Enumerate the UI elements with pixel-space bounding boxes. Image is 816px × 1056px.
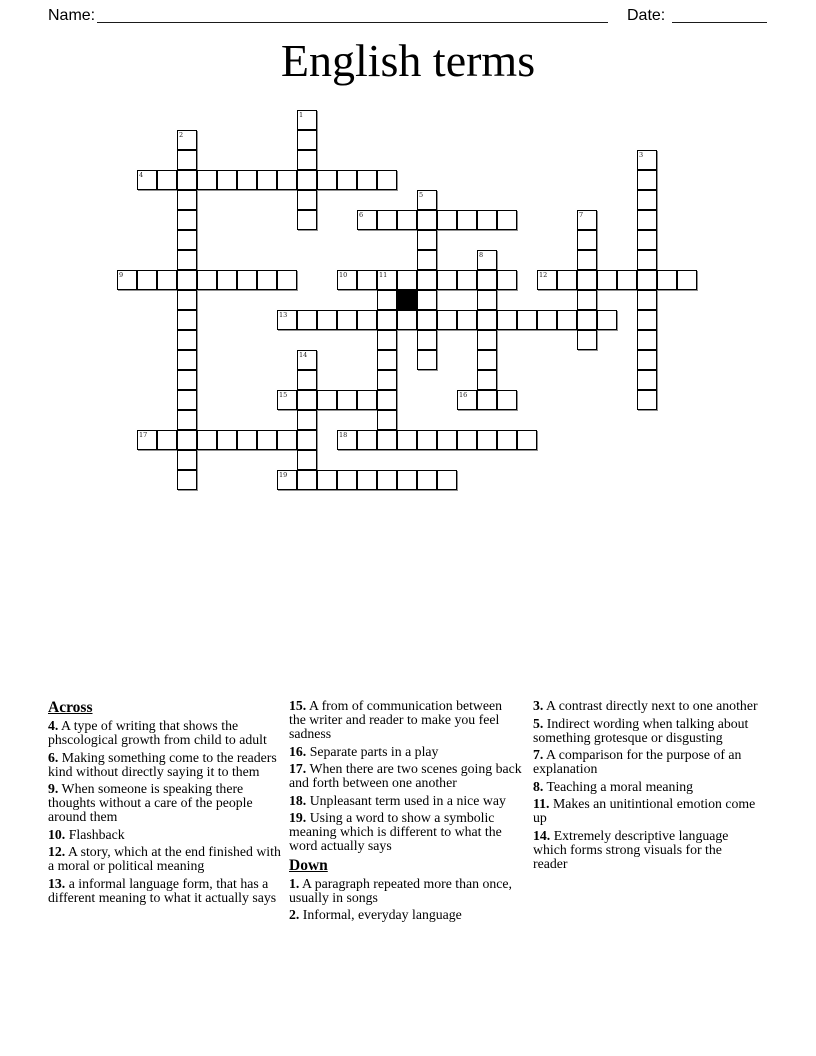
grid-cell[interactable] [477,290,497,310]
grid-cell[interactable] [477,250,497,270]
clue-item-14: 14. Extremely descriptive language which forms strong visuals for the reader [533,827,729,871]
clue-item-15: 15. A from of communication between the writer and reader to make you feel sadness [289,698,503,741]
grid-cell[interactable] [317,390,337,410]
date-label: Date: [627,7,666,24]
grid-cell[interactable] [637,250,657,270]
grid-cell[interactable] [297,470,317,490]
grid-cell[interactable] [377,410,397,430]
clue-number: 7. [533,747,544,762]
grid-cell[interactable] [517,310,537,330]
grid-cell[interactable] [417,270,437,290]
grid-cell[interactable] [397,470,417,490]
grid-cell[interactable] [457,430,477,450]
cell-number: 18 [339,431,348,439]
cell-number: 11 [379,271,388,279]
grid-cell[interactable] [277,310,297,330]
grid-cell[interactable] [457,210,477,230]
grid-cell[interactable] [657,270,677,290]
grid-cell[interactable] [257,170,277,190]
grid-cell[interactable] [297,310,317,330]
clue-item-1: 1. A paragraph repeated more than once, usually in songs [289,875,512,905]
grid-cell[interactable] [437,310,457,330]
grid-cell[interactable] [177,290,197,310]
grid-cell[interactable] [477,370,497,390]
grid-cell[interactable] [477,330,497,350]
grid-cell[interactable] [357,470,377,490]
grid-cell[interactable] [257,270,277,290]
grid-cell[interactable] [597,270,617,290]
grid-cell[interactable] [637,350,657,370]
grid-cell[interactable] [297,450,317,470]
grid-cell[interactable] [117,270,137,290]
grid-cell[interactable] [397,310,417,330]
grid-cell[interactable] [297,110,317,130]
grid-cell[interactable] [177,430,197,450]
cell-number: 4 [139,171,144,179]
grid-cell[interactable] [317,470,337,490]
grid-cell[interactable] [377,370,397,390]
grid-cell[interactable] [137,430,157,450]
clue-number: 2. [289,907,300,922]
grid-cell[interactable] [497,270,517,290]
grid-cell[interactable] [277,470,297,490]
grid-cell[interactable] [297,130,317,150]
cell-number: 2 [179,131,184,139]
grid-cell[interactable] [217,430,237,450]
clue-item-16: 16. Separate parts in a play [289,743,439,759]
grid-cell[interactable] [417,230,437,250]
date-blank-line[interactable] [672,7,767,23]
clue-item-3: 3. A contrast directly next to one another [533,698,758,713]
clue-number: 3. [533,698,544,713]
grid-cell[interactable] [337,470,357,490]
grid-cell[interactable] [577,270,597,290]
grid-cell[interactable] [637,290,657,310]
clue-number: 11. [533,796,550,811]
grid-cell[interactable] [357,170,377,190]
grid-cell[interactable] [377,270,397,290]
grid-cell[interactable] [497,310,517,330]
grid-cell[interactable] [377,290,397,310]
grid-cell[interactable] [637,190,657,210]
clue-number: 12. [48,844,66,859]
grid-cell[interactable] [337,270,357,290]
clue-item-9: 9. When someone is speaking there thoughts without a care of the people around them [48,781,253,824]
clue-number: 8. [533,778,544,794]
name-label: Name: [48,7,96,24]
grid-cell[interactable] [297,350,317,370]
clue-number: 13. [48,875,66,891]
grid-cell[interactable] [637,310,657,330]
grid-cell[interactable] [437,210,457,230]
clue-item-6: 6. Making something come to the readers kind without directly saying it to them [48,749,277,779]
grid-cell[interactable] [517,430,537,450]
grid-cell[interactable] [357,270,377,290]
clue-number: 4. [48,718,59,733]
clue-item-11: 11. Makes an unitintional emotion come up [533,796,756,825]
grid-cell[interactable] [377,170,397,190]
grid-cell[interactable] [577,310,597,330]
grid-cell[interactable] [417,290,437,310]
grid-cell[interactable] [637,390,657,410]
grid-cell[interactable] [577,330,597,350]
grid-cell[interactable] [177,130,197,150]
grid-cell[interactable] [477,350,497,370]
grid-cell[interactable] [277,170,297,190]
grid-cell[interactable] [237,430,257,450]
grid-cell[interactable] [237,270,257,290]
clue-number: 15. [289,698,307,713]
grid-cell[interactable] [437,470,457,490]
grid-cell[interactable] [437,270,457,290]
grid-cell[interactable] [297,390,317,410]
grid-cell[interactable] [297,150,317,170]
name-blank-line[interactable] [97,7,608,23]
grid-cell[interactable] [177,390,197,410]
grid-cell[interactable] [337,170,357,190]
grid-cell[interactable] [557,310,577,330]
cell-number: 10 [339,271,348,279]
clue-item-19: 19. Using a word to show a symbolic meaning which is different to what the word actually says [289,810,502,853]
grid-cell[interactable] [577,290,597,310]
grid-cell[interactable] [357,390,377,410]
clue-item-4: 4. A type of writing that shows the phscological growth from child to adult [48,718,267,747]
grid-cell[interactable] [177,330,197,350]
grid-cell[interactable] [477,430,497,450]
grid-cell[interactable] [177,230,197,250]
grid-cell[interactable] [177,210,197,230]
grid-cell[interactable] [177,370,197,390]
grid-cell[interactable] [277,390,297,410]
grid-cell[interactable] [417,430,437,450]
grid-cell[interactable] [497,390,517,410]
cell-number: 13 [279,311,288,319]
grid-cell[interactable] [277,270,297,290]
cell-number: 9 [119,271,124,279]
grid-cell[interactable] [577,250,597,270]
grid-cell[interactable] [537,270,557,290]
grid-cell[interactable] [297,210,317,230]
grid-cell[interactable] [197,270,217,290]
clue-number: 1. [289,875,300,891]
grid-cell[interactable] [397,430,417,450]
grid-cell[interactable] [297,410,317,430]
cell-number: 3 [639,151,644,159]
cell-number: 5 [419,191,424,199]
grid-cell[interactable] [197,430,217,450]
grid-cell[interactable] [637,270,657,290]
clue-number: 10. [48,826,66,842]
grid-cell[interactable] [377,430,397,450]
clue-column-3 [533,699,758,874]
clue-item-12: 12. A story, which at the end finished with a moral or political meaning [48,844,281,873]
grid-cell[interactable] [477,310,497,330]
clue-item-13: 13. a informal language form, that has a different meaning to what it actually says [48,875,277,905]
grid-cell[interactable] [477,390,497,410]
grid-cell[interactable] [637,230,657,250]
grid-cell[interactable] [397,270,417,290]
grid-cell[interactable] [297,190,317,210]
grid-cell[interactable] [237,170,257,190]
grid-cell[interactable] [337,310,357,330]
clue-item-2: 2. Informal, everyday language [289,907,462,922]
grid-cell[interactable] [277,430,297,450]
cell-number: 19 [279,471,288,479]
grid-cell[interactable] [177,450,197,470]
grid-cell[interactable] [157,270,177,290]
grid-cell[interactable] [177,150,197,170]
grid-cell[interactable] [617,270,637,290]
clue-item-10: 10. Flashback [48,826,125,842]
grid-cell[interactable] [377,330,397,350]
grid-cell[interactable] [577,210,597,230]
grid-cell[interactable] [217,270,237,290]
grid-cell[interactable] [597,310,617,330]
grid-cell[interactable] [177,190,197,210]
grid-cell[interactable] [417,350,437,370]
cell-number: 14 [299,351,308,359]
grid-cell[interactable] [137,170,157,190]
grid-cell[interactable] [357,210,377,230]
grid-cell[interactable] [377,310,397,330]
grid-cell[interactable] [537,310,557,330]
grid-cell[interactable] [157,430,177,450]
grid-cell[interactable] [417,470,437,490]
grid-cell[interactable] [357,310,377,330]
grid-cell[interactable] [177,410,197,430]
cell-number: 7 [579,211,584,219]
grid-cell[interactable] [557,270,577,290]
grid-cell[interactable] [637,170,657,190]
grid-cell[interactable] [157,170,177,190]
grid-cell[interactable] [357,430,377,450]
grid-cell[interactable] [297,430,317,450]
clue-number: 6. [48,749,59,765]
grid-cell[interactable] [317,170,337,190]
grid-cell[interactable] [337,390,357,410]
grid-cell[interactable] [457,310,477,330]
cell-number: 12 [539,271,548,279]
grid-cell[interactable] [377,390,397,410]
grid-cell[interactable] [417,210,437,230]
grid-cell[interactable] [257,430,277,450]
clue-item-7: 7. A comparison for the purpose of an explanation [533,747,742,776]
grid-cell[interactable] [677,270,697,290]
grid-cell[interactable] [377,350,397,370]
clue-item-18: 18. Unpleasant term used in a nice way [289,792,506,808]
grid-cell[interactable] [337,430,357,450]
cell-number: 6 [359,211,364,219]
grid-cell[interactable] [377,470,397,490]
grid-cell[interactable] [497,210,517,230]
clue-number: 14. [533,827,551,843]
grid-cell[interactable] [177,470,197,490]
grid-cell[interactable] [177,170,197,190]
cell-number: 16 [459,391,468,399]
grid-cell[interactable] [217,170,237,190]
grid-cell[interactable] [197,170,217,190]
clue-number: 16. [289,743,307,759]
clue-number: 19. [289,810,307,825]
clue-list-heading-down: Down [289,856,328,874]
grid-cell[interactable] [177,270,197,290]
grid-cell[interactable] [637,150,657,170]
grid-cell[interactable] [637,330,657,350]
grid-cell[interactable] [637,210,657,230]
grid-cell[interactable] [297,370,317,390]
grid-cell[interactable] [177,310,197,330]
crossword-grid [117,110,697,490]
grid-cell[interactable] [177,250,197,270]
grid-cell[interactable] [317,310,337,330]
clue-column-2 [289,699,522,926]
grid-cell[interactable] [417,190,437,210]
cell-number: 8 [479,251,484,259]
grid-cell[interactable] [477,270,497,290]
cell-number: 17 [139,431,148,439]
page-title: English terms [280,35,536,86]
clue-column-1 [48,699,285,908]
grid-cell[interactable] [457,270,477,290]
grid-cell[interactable] [137,270,157,290]
grid-cell[interactable] [397,210,417,230]
grid-cell[interactable] [637,370,657,390]
clue-item-8: 8. Teaching a moral meaning [533,778,694,794]
cell-number: 1 [299,111,304,119]
grid-cell[interactable] [297,170,317,190]
black-cell [397,290,417,310]
grid-cell[interactable] [177,350,197,370]
grid-cell[interactable] [577,230,597,250]
grid-cell[interactable] [477,210,497,230]
clue-number: 9. [48,781,59,796]
clue-item-5: 5. Indirect wording when talking about something grotesque or disgusting [533,715,749,745]
clue-list-heading-across: Across [48,699,93,716]
grid-cell[interactable] [497,430,517,450]
grid-cell[interactable] [417,250,437,270]
clue-number: 5. [533,715,544,731]
clue-number: 17. [289,761,307,776]
grid-cell[interactable] [417,330,437,350]
cell-number: 15 [279,391,288,399]
clue-number: 18. [289,792,307,808]
grid-cell[interactable] [417,310,437,330]
grid-cell[interactable] [457,390,477,410]
grid-cell[interactable] [437,430,457,450]
clue-item-17: 17. When there are two scenes going back and forth between one another [289,761,522,790]
grid-cell[interactable] [377,210,397,230]
